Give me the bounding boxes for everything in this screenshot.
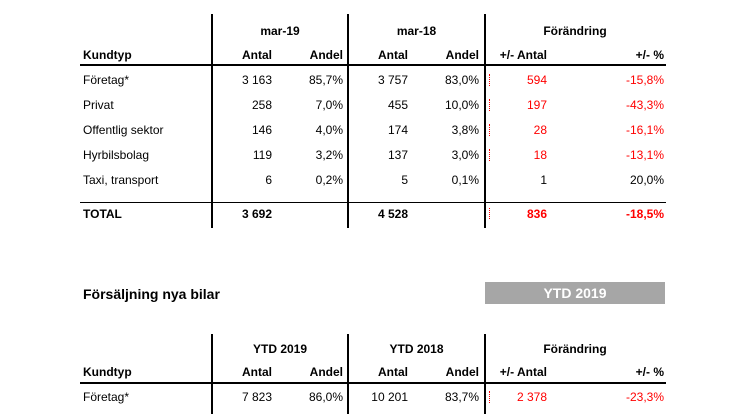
cell-p: -16,1%	[625, 123, 664, 137]
cell-a19: 119	[252, 148, 272, 162]
col-header-antal: Antal	[242, 48, 272, 62]
total-label: TOTAL	[83, 207, 122, 221]
col-header-kundtyp: Kundtyp	[83, 48, 132, 62]
cell-s18: 10,0%	[444, 98, 479, 112]
total-rule	[80, 202, 666, 203]
header-rule	[80, 64, 666, 66]
col-header-andel: Andel	[309, 365, 343, 379]
cell-a19: 6	[265, 173, 272, 187]
cell-p: -23,3%	[625, 390, 664, 404]
col-divider	[484, 14, 486, 228]
col-header-pct: +/- %	[635, 365, 664, 379]
cell-s19: 85,7%	[308, 73, 343, 87]
col-header-diff: +/- Antal	[499, 365, 547, 379]
cell-label: Företag*	[83, 73, 130, 87]
cell-a18: 10 201	[371, 390, 408, 404]
negative-marker	[489, 391, 491, 403]
cell-d: 28	[533, 123, 547, 137]
cell-label: Taxi, transport	[83, 173, 159, 187]
total-pct: -18,5%	[625, 207, 664, 221]
group-header-ytd2019: YTD 2019	[252, 342, 308, 356]
cell-s18: 3,8%	[451, 123, 479, 137]
cell-a19: 3 163	[241, 73, 272, 87]
cell-d: 197	[526, 98, 547, 112]
col-header-pct: +/- %	[635, 48, 664, 62]
cell-a18: 174	[387, 123, 408, 137]
group-header-change: Förändring	[543, 342, 607, 356]
col-header-andel: Andel	[309, 48, 343, 62]
total-antal-19: 3 692	[241, 207, 272, 221]
cell-label: Företag*	[83, 390, 130, 404]
cell-a19: 7 823	[241, 390, 272, 404]
cell-a19: 146	[251, 123, 272, 137]
col-header-diff: +/- Antal	[499, 48, 547, 62]
cell-s19: 4,0%	[315, 123, 343, 137]
cell-s18: 83,0%	[444, 73, 479, 87]
negative-marker	[489, 74, 491, 86]
cell-p: 20,0%	[629, 173, 664, 187]
cell-d: 594	[526, 73, 547, 87]
col-divider	[347, 14, 349, 228]
col-divider	[211, 14, 213, 228]
ytd-badge: YTD 2019	[485, 282, 665, 304]
cell-s19: 0,2%	[315, 173, 343, 187]
col-header-antal: Antal	[378, 365, 408, 379]
cell-a18: 455	[387, 98, 408, 112]
negative-marker	[489, 149, 491, 161]
col-header-kundtyp: Kundtyp	[83, 365, 132, 379]
cell-label: Offentlig sektor	[83, 123, 164, 137]
cell-a18: 137	[387, 148, 408, 162]
cell-s19: 3,2%	[315, 148, 343, 162]
group-header-mar18: mar-18	[396, 24, 437, 38]
total-diff: 836	[526, 207, 547, 221]
cell-d: 18	[533, 148, 547, 162]
cell-a18: 3 757	[377, 73, 408, 87]
col-header-antal: Antal	[378, 48, 408, 62]
cell-s19: 7,0%	[315, 98, 343, 112]
cell-label: Privat	[83, 98, 114, 112]
cell-p: -43,3%	[625, 98, 664, 112]
cell-p: -15,8%	[625, 73, 664, 87]
negative-marker	[489, 124, 491, 136]
section-title: Försäljning nya bilar	[83, 286, 220, 302]
cell-d: 2 378	[516, 390, 547, 404]
cell-s19: 86,0%	[308, 390, 343, 404]
cell-s18: 3,0%	[451, 148, 479, 162]
cell-s18: 83,7%	[444, 390, 479, 404]
cell-s18: 0,1%	[451, 173, 479, 187]
col-header-antal: Antal	[242, 365, 272, 379]
group-header-ytd2018: YTD 2018	[389, 342, 444, 356]
group-header-change: Förändring	[543, 24, 607, 38]
header-rule	[80, 382, 666, 384]
total-antal-18: 4 528	[377, 207, 408, 221]
col-header-andel: Andel	[445, 365, 479, 379]
cell-a19: 258	[251, 98, 272, 112]
cell-a18: 5	[401, 173, 408, 187]
cell-d: 1	[540, 173, 547, 187]
group-header-mar19: mar-19	[260, 24, 300, 38]
negative-marker	[489, 99, 491, 111]
cell-label: Hyrbilsbolag	[83, 148, 150, 162]
col-header-andel: Andel	[445, 48, 479, 62]
cell-p: -13,1%	[625, 148, 664, 162]
